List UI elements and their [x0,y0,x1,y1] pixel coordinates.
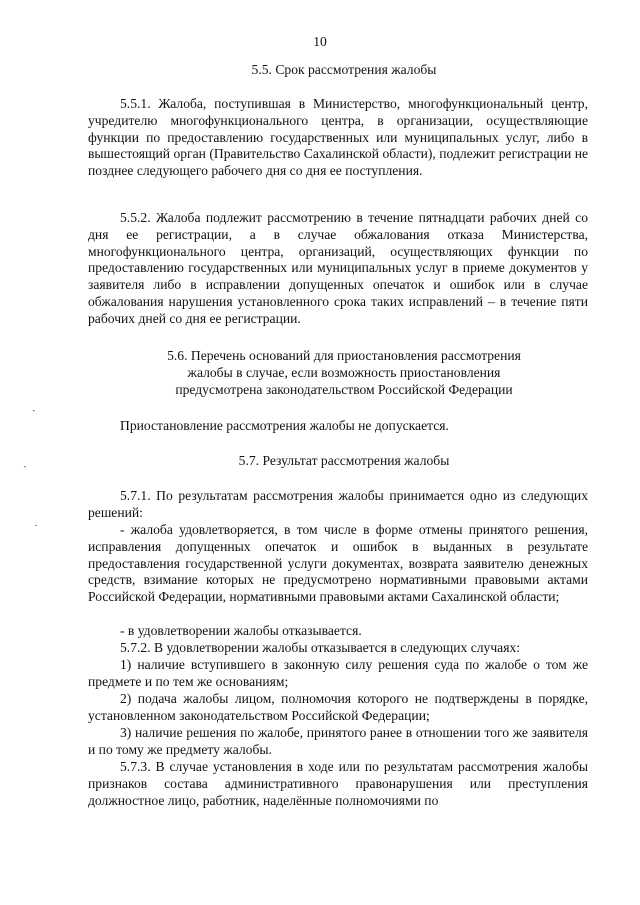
list-item-refused: - в удовлетворении жалобы отказывается. [120,623,362,638]
paragraph-5-5-1: 5.5.1. Жалоба, поступившая в Министерство, многофункциональный центр, учредителю многофункционального центра, в организации, осуществляющие функции по предоставлению государственных или муниципальных услуг, либо в вышестоящий орган (Правительство Сахалинской области), подлежит регистрации не позднее следующего рабочего дня со дня ее поступления. [88,96,588,179]
section-5-6-heading-line2: жалобы в случае, если возможность приостановления [187,365,501,380]
case-item-3: 3) наличие решения по жалобе, принятого ранее в отношении того же заявителя и по тому же предмету жалобы. [88,725,588,757]
paragraph-5-7-3: 5.7.3. В случае установления в ходе или по результатам рассмотрения жалобы признаков состава административного правонарушения или преступления должностное лицо, работник, наделённые полномочиями по [88,759,588,808]
paragraph-5-5-2: 5.5.2. Жалоба подлежит рассмотрению в течение пятнадцати рабочих дней со дня ее регистрации, а в случае обжалования отказа Министерства, многофункционального центра, организаций, осуществляющих функции по предоставлению государственных или муниципальных услуг в приеме документов у заявителя либо в исправлении допущенных опечаток и ошибок или в случае обжалования нарушения установленного срока таких исправлений – в течение пяти рабочих дней со дня ее регистрации. [88,210,588,326]
paragraph-5-6-1: Приостановление рассмотрения жалобы не допускается. [120,418,449,433]
section-5-6-heading-line3: предусмотрена законодательством Российской Федерации [175,382,513,397]
case-item-1: 1) наличие вступившего в законную силу решения суда по жалобе о том же предмете и по тем же основаниям; [88,657,588,689]
scan-mark: · [34,520,38,532]
paragraph-5-7-1: 5.7.1. По результатам рассмотрения жалобы принимается одно из следующих решений: [88,488,588,520]
page-number: 10 [313,34,327,49]
section-5-5-heading: 5.5. Срок рассмотрения жалобы [251,62,437,77]
scan-mark: ˎ [32,400,36,412]
section-5-7-heading: 5.7. Результат рассмотрения жалобы [238,453,450,468]
scan-mark: ˎ [23,456,27,468]
section-5-6-heading-line1: 5.6. Перечень оснований для приостановления рассмотрения [167,348,521,363]
case-item-2: 2) подача жалобы лицом, полномочия которого не подтверждены в порядке, установленном законодательством Российской Федерации; [88,691,588,723]
list-item-satisfied: - жалоба удовлетворяется, в том числе в форме отмены принятого решения, исправления допущенных опечаток и ошибок в выданных в результате предоставления государственной услуги документах, возврата заявителю денежных средств, взимание которых не предусмотрено нормативными правовыми актами Российской Федерации, нормативными правовыми актами Сахалинской области; [88,522,588,605]
paragraph-5-7-2: 5.7.2. В удовлетворении жалобы отказывается в следующих случаях: [120,640,521,655]
